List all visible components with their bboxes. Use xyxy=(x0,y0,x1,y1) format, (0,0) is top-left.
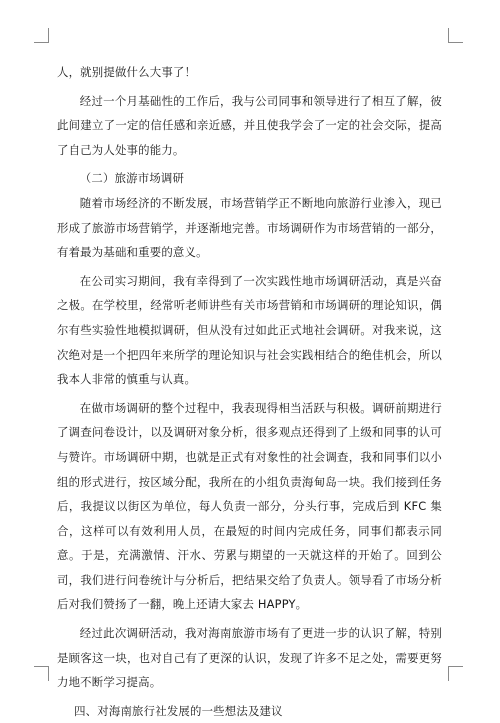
section-heading-market-research: （二）旅游市场调研 xyxy=(79,171,185,186)
crop-mark-bottom-right xyxy=(448,666,463,681)
paragraph-internship-research: 在公司实习期间，我有幸得到了一次实践性地市场调研活动，真是兴奋之极。在学校里，经常听老师讲些有关市场营销和市场调研的理论知识，偶尔有些实验性地模拟调研，但从没有过如此正式地社会调研。对我来说，这次绝对是一个把四年来所学的理论知识与社会实践相结合的绝佳机会，所以我本人非常的慎重与认真。 xyxy=(57,273,442,387)
crop-mark-top-right xyxy=(448,28,463,43)
paragraph-market-development: 随着市场经济的不断发展，市场营销学正不断地向旅游行业渗入，现已形成了旅游市场营销学，并逐渐地完善。市场调研作为市场营销的一部分，有着最为基础和重要的意义。 xyxy=(57,195,442,260)
document-body xyxy=(57,60,442,723)
paragraph-research-outcome: 经过此次调研活动，我对海南旅游市场有了更进一步的认识了解，特别是顾客这一块，也对自己有了更深的认识，发现了许多不足之处，需要更努力地不断学习提高。 xyxy=(57,626,442,690)
paragraph-continuation: 人，就别提做什么大事了！ xyxy=(57,65,197,79)
crop-mark-top-left xyxy=(34,28,49,43)
paragraph-relationships: 经过一个月基础性的工作后，我与公司同事和领导进行了相互了解，彼此间建立了一定的信任感和亲近感，并且使我学会了一定的社会交际，提高了自己为人处事的能力。 xyxy=(57,93,442,157)
paragraph-research-process: 在做市场调研的整个过程中，我表现得相当活跃与积极。调研前期进行了调查问卷设计，以及调研对象分析，很多观点还得到了上级和同事的认可与赞许。市场调研中期，也就是正式有对象性的社会调查，我和同事们以小组的形式进行，按区域分配，我所在的小组负责海甸岛一块。我们接到任务后，我提议以街区为单位，每人负责一部分，分头行事，完成后到 KFC 集合，这样可以有效利用人员，在最短的时间内完成任务，同事们都表示同意。于是，充满激情、汗水、劳累与期望的一天就这样的开始了。回到公司，我们进行问卷统计与分析后，把结果交给了负责人。领导看了市场分析后对我们赞扬了一翻，晚上还请大家去 HAPPY。 xyxy=(57,400,442,612)
crop-mark-bottom-left xyxy=(34,666,49,681)
section-heading-suggestions: 四、对海南旅行社发展的一些想法及建议 xyxy=(74,703,283,718)
